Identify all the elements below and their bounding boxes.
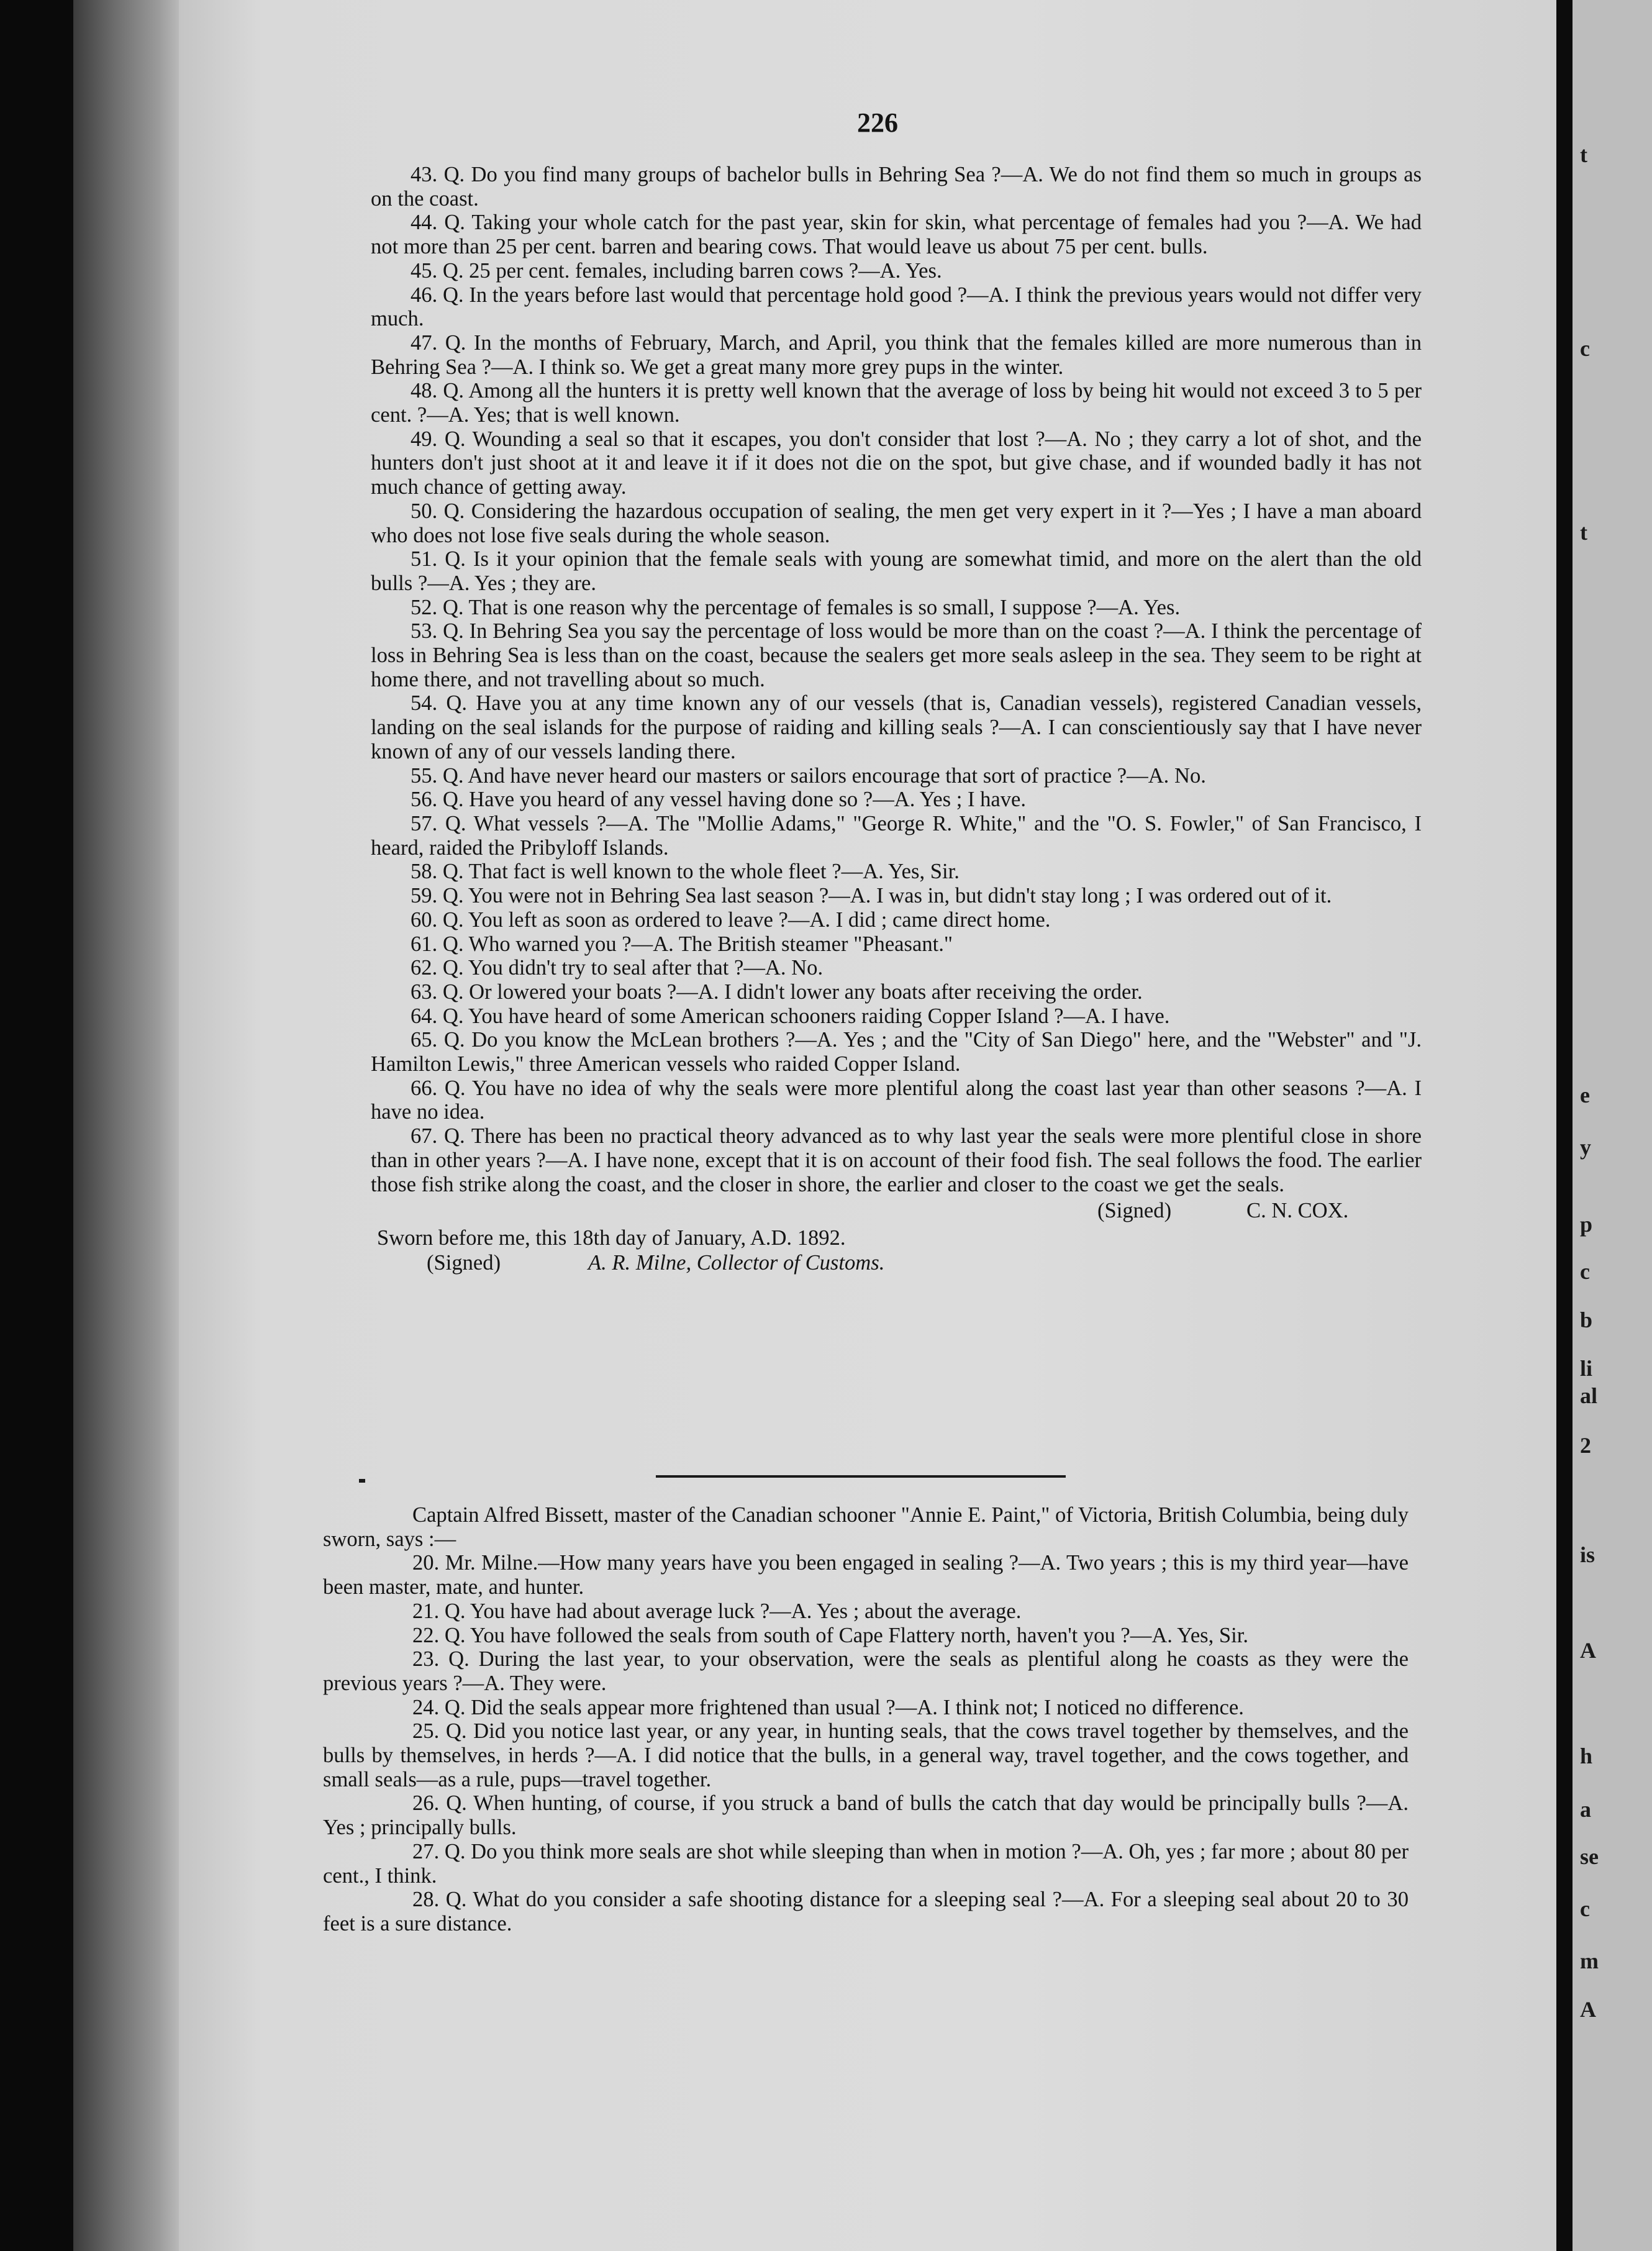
qa-paragraph: 59. Q. You were not in Behring Sea last season ?—A. I was in, but didn't stay long ; I was ordered out of it.: [411, 884, 1332, 908]
qa-paragraph: 66. Q. You have no idea of why the seals were more plentiful along the coast last year than other seasons ?—A. I have no idea.: [371, 1076, 1422, 1124]
margin-mark: [359, 1479, 365, 1483]
qa-paragraph: 67. Q. There has been no practical theory advanced as to why last year the seals were more plentiful close in shore than in other years ?—A. I have none, except that it is on account of their food fish. The seal follows the food. The earlier those fish strike along the coast, and the closer in shore, the earlier and closer to the coast we get the seals.: [371, 1124, 1422, 1196]
qa-paragraph: 46. Q. In the years before last would that percentage hold good ?—A. I think the previous years would not differ very much.: [371, 283, 1422, 331]
edge-letter: m: [1580, 1949, 1599, 1973]
edge-letter: c: [1580, 336, 1590, 361]
qa-paragraph: 28. Q. What do you consider a safe shooting distance for a sleeping seal ?—A. For a sleeping seal about 20 to 30 feet is a sure distance.: [323, 1888, 1409, 1935]
edge-letter: p: [1580, 1212, 1593, 1237]
qa-paragraph: 62. Q. You didn't try to seal after that ?—A. No.: [411, 956, 824, 980]
edge-letter: y: [1580, 1135, 1591, 1160]
qa-paragraph: 25. Q. Did you notice last year, or any year, in hunting seals, that the cows travel together by themselves, and the bulls by themselves, in herds ?—A. I did notice that the bulls, in a general way, travel together, and the cows together, and small seals—as a rule, pups—travel together.: [323, 1719, 1409, 1791]
edge-letter: li: [1580, 1356, 1593, 1381]
qa-paragraph: 55. Q. And have never heard our masters or sailors encourage that sort of practice ?—A. No.: [411, 763, 1206, 788]
edge-letter: t: [1580, 142, 1587, 167]
sworn-line: Sworn before me, this 18th day of January, A.D. 1892.: [377, 1226, 846, 1250]
qa-paragraph: 51. Q. Is it your opinion that the female seals with young are somewhat timid, and more on the alert than the old bulls ?—A. Yes ; they are.: [371, 547, 1422, 595]
qa-paragraph: 50. Q. Considering the hazardous occupation of sealing, the men get very expert in it ?—Yes ; I have a man aboard who does not lose five seals during the whole season.: [371, 499, 1422, 547]
qa-paragraph: 26. Q. When hunting, of course, if you struck a band of bulls the catch that day would be principally bulls ?—A. Yes ; principally bulls.: [323, 1791, 1409, 1840]
edge-letter: A: [1580, 1997, 1596, 2022]
edge-letter: se: [1580, 1844, 1599, 1869]
sworn-signed-label: (Signed): [427, 1251, 501, 1275]
qa-paragraph: 48. Q. Among all the hunters it is pretty well known that the average of loss by being hit would not exceed 3 to 5 per cent. ?—A. Yes; that is well known.: [371, 379, 1422, 427]
qa-paragraph: 21. Q. You have had about average luck ?—A. Yes ; about the average.: [412, 1599, 1022, 1623]
qa-paragraph: 44. Q. Taking your whole catch for the past year, skin for skin, what percentage of females had you ?—A. We had not more than 25 per cent. barren and bearing cows. That would leave us about 75 per cent. bulls.: [371, 211, 1422, 259]
qa-paragraph: 53. Q. In Behring Sea you say the percentage of loss would be more than on the coast ?—A. I think the percentage of loss in Behring Sea is less than on the coast, because the sealers get more seals asleep in the sea. They seem to be right at home there, and not travelling about so much.: [371, 619, 1422, 691]
edge-letter: t: [1580, 520, 1587, 545]
qa-paragraph: 65. Q. Do you know the McLean brothers ?—A. Yes ; and the "City of San Diego" here, and the "Webster" and "J. Hamilton Lewis," three American vessels who raided Copper Island.: [371, 1028, 1422, 1076]
edge-letter: A: [1580, 1638, 1596, 1663]
qa-paragraph: 57. Q. What vessels ?—A. The "Mollie Adams," "George R. White," and the "O. S. Fowler," of San Francisco, I heard, raided the Pribyloff Islands.: [371, 811, 1422, 860]
qa-paragraph: 58. Q. That fact is well known to the whole fleet ?—A. Yes, Sir.: [411, 860, 960, 884]
edge-letter: is: [1580, 1542, 1595, 1567]
edge-letter: b: [1580, 1307, 1593, 1332]
affidavit-intro: Captain Alfred Bissett, master of the Canadian schooner "Annie E. Paint," of Victoria, British Columbia, being duly sworn, says :—: [323, 1503, 1409, 1551]
page-number: 226: [857, 107, 898, 138]
adjacent-page-edge: [1573, 0, 1652, 2251]
edge-letter: c: [1580, 1896, 1590, 1921]
qa-paragraph: 63. Q. Or lowered your boats ?—A. I didn't lower any boats after receiving the order.: [411, 980, 1143, 1004]
scan-gutter: [1556, 0, 1573, 2251]
qa-paragraph: 61. Q. Who warned you ?—A. The British steamer "Pheasant.": [411, 932, 953, 956]
edge-letter: e: [1580, 1083, 1590, 1107]
qa-paragraph: 64. Q. You have heard of some American schooners raiding Copper Island ?—A. I have.: [411, 1004, 1170, 1028]
scan-binding-shadow: [73, 0, 179, 2251]
qa-paragraph: 60. Q. You left as soon as ordered to leave ?—A. I did ; came direct home.: [411, 907, 1051, 932]
scan-left-border: [0, 0, 73, 2251]
edge-letter: h: [1580, 1744, 1593, 1768]
qa-paragraph: 56. Q. Have you heard of any vessel having done so ?—A. Yes ; I have.: [411, 788, 1027, 812]
section-divider: [656, 1475, 1066, 1478]
qa-paragraph: 54. Q. Have you at any time known any of our vessels (that is, Canadian vessels), registered Canadian vessels, landing on the seal islands for the purpose of raiding and killing seals ?—A. I can conscientiously say that I have never known of any of our vessels landing there.: [371, 691, 1422, 763]
edge-letter: c: [1580, 1259, 1590, 1284]
sworn-signed: [371, 1251, 1422, 1276]
signatory-name: C. N. COX.: [1246, 1199, 1349, 1223]
qa-paragraph: 24. Q. Did the seals appear more frightened than usual ?—A. I think not; I noticed no difference.: [412, 1695, 1244, 1719]
qa-paragraph: 20. Mr. Milne.—How many years have you been engaged in sealing ?—A. Two years ; this is my third year—have been master, mate, and hunter.: [323, 1551, 1409, 1599]
testimony-bissett: [323, 1503, 1409, 1936]
qa-paragraph: 43. Q. Do you find many groups of bachelor bulls in Behring Sea ?—A. We do not find them so much in groups as on the coast.: [371, 163, 1422, 211]
qa-paragraph: 49. Q. Wounding a seal so that it escapes, you don't consider that lost ?—A. No ; they carry a lot of shot, and the hunters don't just shoot at it and leave it if it does not die on the spot, but give chase, and if wounded badly it has not much chance of getting away.: [371, 427, 1422, 499]
qa-paragraph: 27. Q. Do you think more seals are shot while sleeping than when in motion ?—A. Oh, yes ; far more ; about 80 per cent., I think.: [323, 1839, 1409, 1888]
edge-letter: al: [1580, 1383, 1598, 1408]
signed-label: (Signed): [1097, 1199, 1172, 1223]
signature-line: [371, 1199, 1422, 1226]
qa-paragraph: 52. Q. That is one reason why the percentage of females is so small, I suppose ?—A. Yes.: [411, 595, 1181, 619]
sworn-statement: [371, 1226, 1422, 1251]
testimony-cox: [371, 163, 1422, 1276]
collector-of-customs: A. R. Milne, Collector of Customs.: [588, 1251, 885, 1275]
qa-paragraph: 23. Q. During the last year, to your observation, were the seals as plentiful along he coasts as they were the previous years ?—A. They were.: [323, 1647, 1409, 1695]
edge-letter: 2: [1580, 1433, 1591, 1458]
edge-letter: a: [1580, 1797, 1591, 1822]
qa-paragraph: 45. Q. 25 per cent. females, including barren cows ?—A. Yes.: [411, 258, 942, 283]
qa-paragraph: 47. Q. In the months of February, March, and April, you think that the females killed are more numerous than in Behring Sea ?—A. I think so. We get a great many more grey pups in the winter.: [371, 330, 1422, 379]
qa-paragraph: 22. Q. You have followed the seals from south of Cape Flattery north, haven't you ?—A. Yes, Sir.: [412, 1623, 1248, 1647]
